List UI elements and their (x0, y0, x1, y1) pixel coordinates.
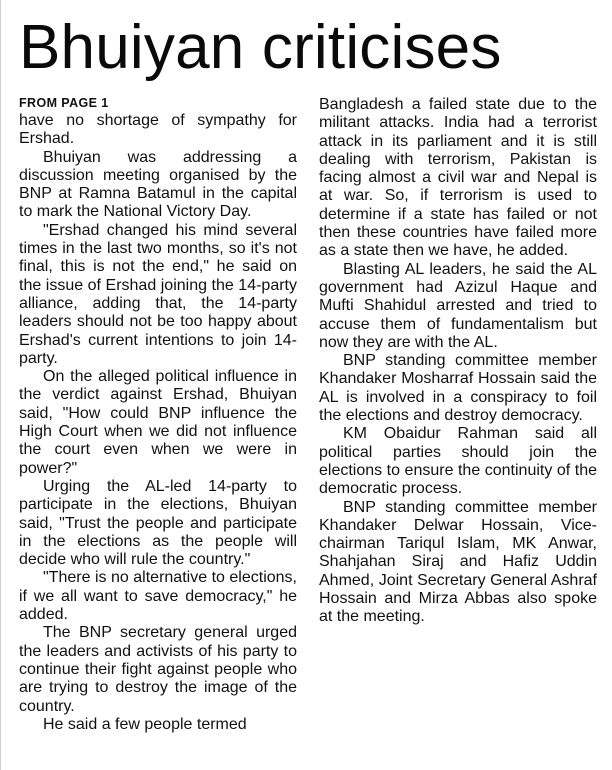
paragraph: He said a few people termed (43, 715, 247, 733)
paragraph: "Ershad changed his mind several times in the last two months, so it's not final, this is not the end," he said on the issue of Ershad joining the 14-party alliance, adding that, the 14-party leaders should not be too happy about Ershad's current intentions to join 14-party. (19, 221, 297, 367)
article-column-left (19, 96, 297, 734)
paragraph: have no shortage of sympathy for Ershad. (19, 112, 297, 148)
article-column-right (319, 96, 597, 627)
paragraph: KM Obaidur Rahman said all political parties should join the elections to ensure the continuity of the democratic process. (319, 425, 597, 498)
paragraph: The BNP secretary general urged the leaders and activists of his party to continue their fight against people who are trying to destroy the image of the country. (19, 624, 297, 715)
paragraph: "There is no alternative to elections, if we all want to save democracy," he added. (19, 569, 297, 624)
paragraph: Bhuiyan was addressing a discussion meeting organised by the BNP at Ramna Batamul in the capital to mark the National Victory Day. (19, 148, 297, 221)
paragraph: BNP standing committee member Khandaker Delwar Hossain, Vice-chairman Tariqul Islam, MK Anwar, Shahjahan Siraj and Hafiz Uddin Ahmed, Joint Secretary General Ashraf Hossain and Mirza Abbas also spoke at the meeting. (319, 498, 597, 626)
paragraph: BNP standing committee member Khandaker Mosharraf Hossain said the AL is involved in a conspiracy to foil the elections and destroy democracy. (319, 352, 597, 425)
headline: Bhuiyan criticises (19, 13, 502, 82)
paragraph: On the alleged political influence in the verdict against Ershad, Bhuiyan said, "How could BNP influence the High Court when we did not influence the court even when we were in power?" (19, 368, 297, 477)
paragraph: Bangladesh a failed state due to the militant attacks. India had a terrorist attack in its parliament and it is still dealing with terrorism, Pakistan is facing almost a civil war and Nepal is at war. So, if terrorism is used to determine if a state has failed or not then these countries have failed more as a state then we have, he added. (319, 96, 597, 260)
continuation-kicker: FROM PAGE 1 (19, 96, 109, 110)
paragraph: Blasting AL leaders, he said the AL government had Azizul Haque and Mufti Shahidul arrested and tried to accuse them of fundamentalism but now they are with the AL. (319, 260, 597, 351)
paragraph: Urging the AL-led 14-party to participate in the elections, Bhuiyan said, "Trust the people and participate in the elections as the people will decide who will rule the country." (19, 477, 297, 569)
